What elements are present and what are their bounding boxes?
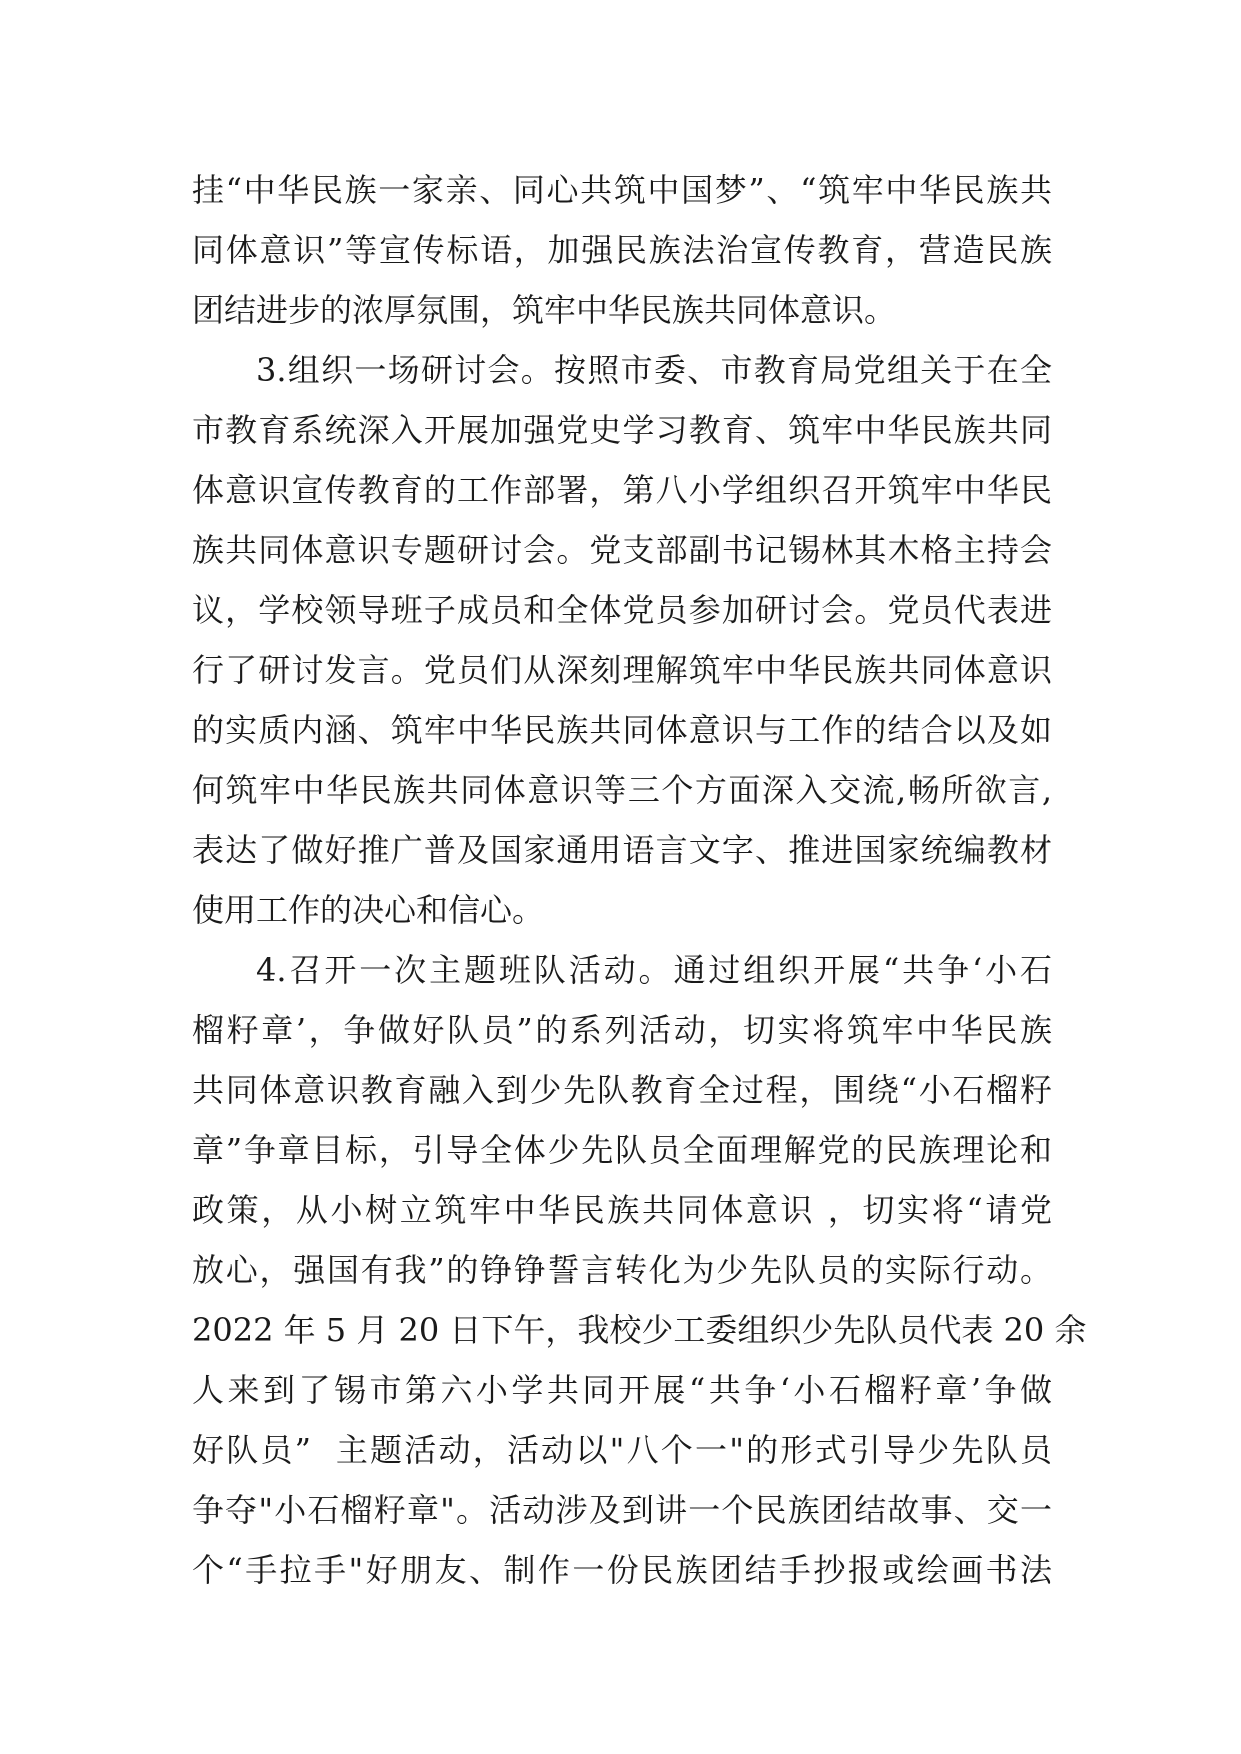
text-line: 人来到了锡市第六小学共同开展“共争‘小石榴籽章’争做 (192, 1371, 1052, 1409)
paragraph-start-line: 3.组织一场研讨会。按照市委、市教育局党组关于在全 (256, 351, 1052, 389)
text-line: 政策，从小树立筑牢中华民族共同体意识 ，切实将“请党 (192, 1191, 1052, 1229)
paragraph-start-line: 4.召开一次主题班队活动。通过组织开展“共争‘小石 (256, 951, 1052, 989)
text-line: 榴籽章’，争做好队员”的系列活动，切实将筑牢中华民族 (192, 1011, 1052, 1049)
text-line: 表达了做好推广普及国家通用语言文字、推进国家统编教材 (192, 831, 1052, 869)
text-line: 章”争章目标，引导全体少先队员全面理解党的民族理论和 (192, 1131, 1052, 1169)
text-line: 好队员” 主题活动，活动以"八个一"的形式引导少先队员 (192, 1431, 1052, 1469)
text-line: 市教育系统深入开展加强党史学习教育、筑牢中华民族共同 (192, 411, 1052, 449)
text-line: 放心，强国有我”的铮铮誓言转化为少先队员的实际行动。 (192, 1251, 1052, 1289)
text-line: 使用工作的决心和信心。 (192, 891, 545, 929)
text-line: 共同体意识教育融入到少先队教育全过程，围绕“小石榴籽 (192, 1071, 1052, 1109)
text-line: 族共同体意识专题研讨会。党支部副书记锡林其木格主持会 (192, 531, 1052, 569)
text-line: 2022 年 5 月 20 日下午，我校少工委组织少先队员代表 20 余 (192, 1311, 1087, 1349)
text-line: 同体意识”等宣传标语，加强民族法治宣传教育，营造民族 (192, 231, 1052, 269)
text-line: 何筑牢中华民族共同体意识等三个方面深入交流,畅所欲言, (192, 771, 1052, 809)
text-line: 个“手拉手"好朋友、制作一份民族团结手抄报或绘画书法 (192, 1551, 1052, 1589)
text-line: 团结进步的浓厚氛围，筑牢中华民族共同体意识。 (192, 291, 897, 329)
text-line: 体意识宣传教育的工作部署，第八小学组织召开筑牢中华民 (192, 471, 1052, 509)
text-line: 行了研讨发言。党员们从深刻理解筑牢中华民族共同体意识 (192, 651, 1052, 689)
text-line: 争夺"小石榴籽章"。活动涉及到讲一个民族团结故事、交一 (192, 1491, 1052, 1529)
text-line: 的实质内涵、筑牢中华民族共同体意识与工作的结合以及如 (192, 711, 1052, 749)
document-body (192, 160, 1087, 1600)
text-line: 挂“中华民族一家亲、同心共筑中国梦”、“筑牢中华民族共 (192, 171, 1052, 209)
text-line: 议，学校领导班子成员和全体党员参加研讨会。党员代表进 (192, 591, 1052, 629)
